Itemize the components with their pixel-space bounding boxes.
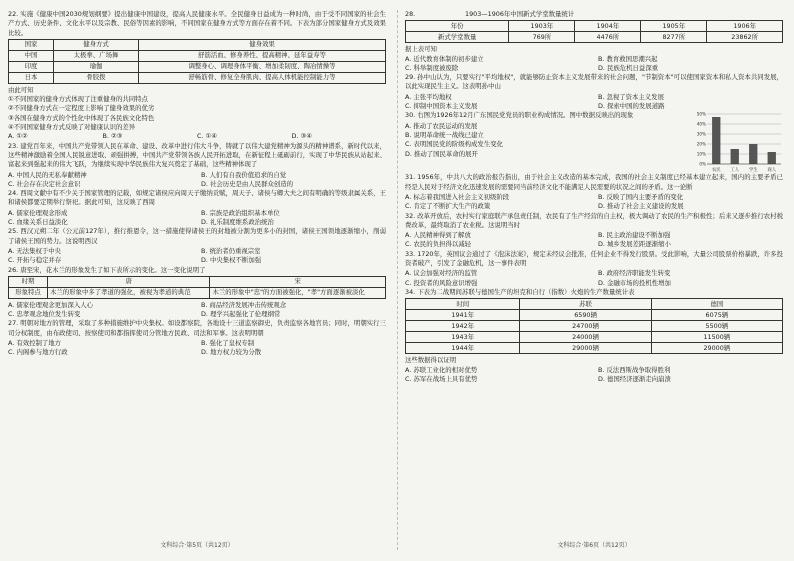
chart-ytick-label: 10% — [696, 151, 706, 157]
chart-xtick-label: 商人 — [767, 168, 777, 174]
table-cell: 6590辆 — [520, 310, 651, 321]
option-a[interactable]: A. 儒家伦理观念更加深入人心 — [8, 300, 94, 309]
table-cell: 木兰的形象中"忠"的方面被强化，"孝"方面逐渐被淡化 — [210, 287, 386, 298]
table-row — [406, 343, 783, 354]
table-cell: 24700辆 — [520, 321, 651, 332]
table-header-row — [406, 299, 783, 310]
q28-number: 28. — [405, 10, 416, 18]
chart-xtick-label: 工人 — [730, 168, 740, 174]
q28-prompt: 据上表可知 — [405, 45, 437, 54]
table-cell: 中国 — [9, 50, 54, 61]
q28-table — [405, 20, 783, 43]
table-header-row — [406, 21, 783, 32]
table-cell: 1941年 — [406, 310, 520, 321]
table-header: 宋 — [210, 276, 386, 287]
q25-stem: 25. 西汉元朔二年（公元前127年），推行推恩令，这一措施使得诸侯王的封地被分割为更多小的封国，诸侯王国领地逐渐缩小，削弱了诸侯王国的势力。这说明西汉 — [8, 227, 386, 245]
table-cell: 23862所 — [707, 32, 783, 43]
option-c[interactable]: C. 科举制度被废除 — [405, 63, 459, 72]
option-d[interactable]: D. 探索中国的发展道路 — [598, 102, 665, 111]
option-c[interactable]: C. 抑制中国资本主义发展 — [405, 102, 478, 111]
table-header: 健身方式 — [54, 39, 139, 50]
q22-item: ①不同国家的健身方式体现了注重健身的共同特点 — [8, 95, 148, 104]
table-cell: 769所 — [509, 32, 575, 43]
q31-options — [405, 193, 783, 212]
table-cell: 瑜伽 — [54, 61, 139, 72]
q33-stem: 33. 1720年，英国议会通过了《泡沫法案》，规定未经议会批准，任何企业不得发行股票。受此影响，大量公司股票价格暴跌，许多投资者破产，引发了金融危机，这一事件表明 — [405, 249, 783, 268]
q22-item: ②不同健身方式在一定程度上影响了健身效果的优劣 — [8, 104, 155, 113]
option-c[interactable]: C. 肯定了不断扩大生产的政策 — [405, 202, 491, 211]
option-d[interactable]: D. 礼乐制度维系政治统治 — [201, 218, 274, 227]
option-c[interactable]: C. 社会存在决定社会意识 — [8, 179, 81, 188]
page-right — [405, 10, 783, 550]
page-left — [8, 10, 386, 550]
table-header: 德国 — [651, 299, 782, 310]
q29-options — [405, 93, 783, 112]
option-d[interactable]: D. 推动了社会主义建设的发展 — [598, 202, 684, 211]
option-d[interactable]: D. ③④ — [291, 132, 312, 141]
table-header: 时间 — [406, 299, 520, 310]
option-d[interactable]: D. 中央集权不断加强 — [201, 256, 262, 265]
option-c[interactable]: C. 苏军在战场上具有优势 — [405, 374, 478, 383]
q32-stem: 32. 改革开放后，农村实行家庭联产承包责任制，农民有了生产经营的自主权，极大调动了农民的生产积极性；后来又逐步推行农村税费改革，最终取消了农业税。这说明当时 — [405, 211, 783, 229]
table-cell: 日本 — [9, 72, 54, 83]
q22-stem: 22. 实施《健康中国2030规划纲要》提出健康中国建设，提高人民健康水平。全民健身日益成为一种时尚，由于受不同国家的社会生产方式、历史条件、文化水平以及宗教、民俗等因素的影响，不同国家在健身方式等方面存在着不同。下表为部分国家健身方式及效果比较。 — [8, 10, 386, 37]
option-b[interactable]: B. 教育救国思潮兴起 — [598, 54, 658, 63]
table-cell: 太极拳、广场舞 — [54, 50, 139, 61]
option-b[interactable]: B. 人们有自我价值追求的自觉 — [201, 170, 287, 179]
option-d[interactable]: D. 金融市场的投机性增加 — [598, 278, 671, 287]
option-d[interactable]: D. 理学兴起强化了伦理纲常 — [201, 310, 281, 319]
q22-options — [8, 132, 386, 141]
table-cell: 1942年 — [406, 321, 520, 332]
option-c[interactable]: C. 投资者的风险意识增强 — [405, 278, 478, 287]
q34-stem: 34. 下表为二战期间苏联与德国生产的坦克和自行（指数）火炮的生产数量统计表 — [405, 287, 635, 296]
table-header: 年份 — [406, 21, 509, 32]
option-b[interactable]: B. 宗族是政治组织基本单位 — [201, 208, 280, 217]
chart-ytick-label: 50% — [696, 111, 706, 117]
table-header-row — [9, 39, 386, 50]
q34-options — [405, 366, 783, 385]
q30-stem: 30. 右图为1926年12月广东国民党党员的职业构成情况。图中数据反映出的现象 — [405, 111, 634, 120]
page-footer-right: 文科综合·第6页（共12页） — [557, 541, 631, 549]
chart-xtick-label: 农民 — [711, 168, 721, 174]
page-divider — [397, 10, 398, 550]
q30-option[interactable]: D. 推动了国民革命的展开 — [405, 149, 478, 158]
table-cell: 印度 — [9, 61, 54, 72]
q30-chart — [691, 111, 783, 173]
option-a[interactable]: A. 标志着我国进入社会主义初级阶段 — [405, 192, 510, 201]
q23-options — [8, 171, 386, 190]
table-cell: 29000辆 — [651, 343, 782, 354]
option-b[interactable]: B. 商品经济发展冲击传统观念 — [201, 300, 287, 309]
option-a[interactable]: A. 有效控制了地方 — [8, 339, 62, 348]
chart-bar — [712, 117, 720, 164]
option-b[interactable]: B. 反法西斯战争取得胜利 — [598, 365, 671, 374]
table-row — [406, 32, 783, 43]
chart-ytick-label: 30% — [696, 131, 706, 137]
q31-stem: 31. 1956年，中共八大的政治报告指出，由于社会主义改造的基本完成，我国的社会主义制度已经基本建立起来，国内的主要矛盾已经是人民对于经济文化迅速发展的需要同当前经济文化不能满足人民需要的状况之间的矛盾。这一论断 — [405, 173, 783, 191]
q28-options — [405, 55, 783, 74]
q28-header — [405, 10, 783, 19]
chart-ytick-label: 20% — [696, 141, 706, 147]
table-cell: 形象特点 — [9, 287, 48, 298]
q34-table — [405, 298, 783, 354]
table-cell: 木兰的形象中多了孝道的强化，被视为孝道的典范 — [48, 287, 210, 298]
option-b[interactable]: B. 忽视了资本主义发展 — [598, 92, 664, 101]
q30-option[interactable]: A. 推动了农民运动的发展 — [405, 121, 478, 130]
chart-bar — [731, 149, 739, 164]
option-d[interactable]: D. 社会历史是由人民群众创造的 — [201, 179, 294, 188]
q24-stem: 24. 西周文献中有不少关于国家管理的记载，如规定诸侯应向周天子缴纳贡赋，周天子、诸侯与卿大夫之间有明确的等级隶属关系，王和诸侯都要定期举行祭祀。据此可知，这反映了西周 — [8, 189, 386, 207]
table-header-row — [9, 276, 386, 287]
q29-stem: 29. 孙中山认为，只要实行"平均地权"，就能够防止资本主义发展带来的社会问题，"节制资本"可以使国家资本和私人资本共同发展，以此实现民生主义。这表明孙中山 — [405, 73, 783, 91]
option-c[interactable]: C. 开拓与稳定并存 — [8, 256, 62, 265]
option-a[interactable]: A. 无法集权于中央 — [8, 246, 62, 255]
chart-bar — [749, 144, 757, 164]
chart-ytick-label: 40% — [696, 121, 706, 127]
option-a[interactable]: A. ①② — [8, 132, 28, 141]
q30-option[interactable]: B. 说明革命统一战线已建立 — [405, 130, 484, 139]
q34-prompt: 这些数据得以证明 — [405, 356, 457, 365]
option-c[interactable]: C. 农民的负担得以减轻 — [405, 240, 472, 249]
option-b[interactable]: B. 民主政治建设不断加强 — [598, 231, 671, 240]
q22-item: ③各国在健身方式的个性化中体现了各民族文化特色 — [8, 113, 155, 122]
table-cell: 4476所 — [575, 32, 641, 43]
table-cell: 舒筋活血、修身养性、提高精神、延年益寿等 — [139, 50, 386, 61]
option-a[interactable]: A. 人民精神得到了解放 — [405, 231, 471, 240]
option-c[interactable]: C. ①④ — [197, 132, 217, 141]
option-d[interactable]: D. 城乡发展差距逐渐缩小 — [598, 240, 671, 249]
table-header: 唐 — [48, 276, 210, 287]
q22-item: ④不同国家健身方式反映了对健康认识的差异 — [8, 123, 136, 132]
option-c[interactable]: C. 忠孝观念地位发生转变 — [8, 310, 81, 319]
q26-stem: 26. 唐至宋，花木兰的形象发生了如下表所示的变化。这一变化说明了 — [8, 265, 206, 274]
table-row — [9, 50, 386, 61]
chart-ytick-label: 0% — [699, 161, 706, 167]
option-a[interactable]: A. 苏联工业化的相对优势 — [405, 365, 478, 374]
q30-block — [405, 111, 783, 173]
table-cell: 11500辆 — [651, 332, 782, 343]
table-row — [406, 332, 783, 343]
q30-option[interactable]: C. 表明国民党的阶级构成发生变化 — [405, 140, 503, 149]
table-row — [406, 321, 783, 332]
page-footer-left: 文科综合·第5页（共12页） — [160, 541, 234, 549]
table-cell: 8277所 — [641, 32, 707, 43]
option-b[interactable]: B. 政府经济职能发生转变 — [598, 269, 671, 278]
q32-options — [405, 231, 783, 250]
q22-table — [8, 39, 386, 84]
table-row — [9, 61, 386, 72]
option-b[interactable]: B. ②③ — [102, 132, 123, 141]
option-d[interactable]: D. 德国经济逐渐走向崩溃 — [598, 374, 671, 383]
option-c[interactable]: C. 血缘关系日益淡化 — [8, 218, 68, 227]
table-cell: 1944年 — [406, 343, 520, 354]
option-b[interactable]: B. 统治者仍重视宗室 — [201, 246, 261, 255]
table-header: 健身效果 — [139, 39, 386, 50]
table-row — [406, 310, 783, 321]
chart-bar — [768, 152, 776, 164]
table-header: 1906年 — [707, 21, 783, 32]
table-header: 国家 — [9, 39, 54, 50]
option-a[interactable]: A. 近代教育体制的初步建立 — [405, 54, 484, 63]
table-header: 1903年 — [509, 21, 575, 32]
table-header: 时期 — [9, 276, 48, 287]
table-cell: 新式学堂数量 — [406, 32, 509, 43]
table-header: 1905年 — [641, 21, 707, 32]
table-row — [9, 287, 386, 298]
table-cell: 5500辆 — [651, 321, 782, 332]
option-a[interactable]: A. 主张平均地权 — [405, 92, 452, 101]
option-c[interactable]: C. 内阁参与地方行政 — [8, 348, 68, 357]
option-a[interactable]: A. 儒家伦理观念形成 — [8, 208, 68, 217]
bar-chart — [691, 111, 783, 173]
q28-table-title: 1903—1906年中国新式学堂数量统计 — [465, 10, 575, 18]
option-b[interactable]: B. 强化了皇权专制 — [201, 339, 255, 348]
table-row — [9, 72, 386, 83]
table-header: 苏联 — [520, 299, 651, 310]
table-cell: 29000辆 — [520, 343, 651, 354]
table-cell: 调整身心、调理身体平衡、增加柔韧度、陶冶情操等 — [139, 61, 386, 72]
table-cell: 6075辆 — [651, 310, 782, 321]
q27-stem: 27. 明朝对地方的管理，采取了多种措施维护中央集权。如设都察院，各地设十三道监察御史，负责监察各地官员；同时，明朝实行三司分权制度，由布政使司、按察使司和都指挥使司分管地方民政、司法和军事。这表明明朝 — [8, 319, 386, 337]
table-cell: 舒畅筋骨、修复全身肌肉、提高人体机能控制能力等 — [139, 72, 386, 83]
table-cell: 1943年 — [406, 332, 520, 343]
q22-prompt: 由此可知 — [8, 85, 34, 94]
option-d[interactable]: D. 地方权力较为分散 — [201, 348, 262, 357]
table-header: 1904年 — [575, 21, 641, 32]
option-a[interactable]: A. 中国人民的无私奉献精神 — [8, 170, 87, 179]
option-d[interactable]: D. 民族危机日益深重 — [598, 63, 659, 72]
q23-stem: 23. 建党百年来，中国共产党带领人民在革命、建设、改革中进行伟大斗争，铸就了以伟大建党精神为源头的精神谱系，新时代以来，这些精神激励着全国人民锐意进取、顽强拼搏，中国共产党带领各族人民开拓进取，在新征程上砥砺前行，实现了中华民族从站起来、富起来到强起来的伟大飞跃，为继续实现中华民族伟大复兴奠定了基础，这些精神体现了 — [8, 141, 386, 169]
table-cell: 24000辆 — [520, 332, 651, 343]
q26-options — [8, 301, 386, 320]
table-cell: 骨胶拨 — [54, 72, 139, 83]
q27-options — [8, 339, 386, 358]
option-b[interactable]: B. 反映了国内主要矛盾的变化 — [598, 192, 684, 201]
q25-options — [8, 247, 386, 266]
q26-table — [8, 276, 386, 299]
q24-options — [8, 209, 386, 228]
chart-xtick-label: 学生 — [748, 168, 758, 174]
q33-options — [405, 269, 783, 288]
option-a[interactable]: A. 议会加强对经济的监管 — [405, 269, 478, 278]
